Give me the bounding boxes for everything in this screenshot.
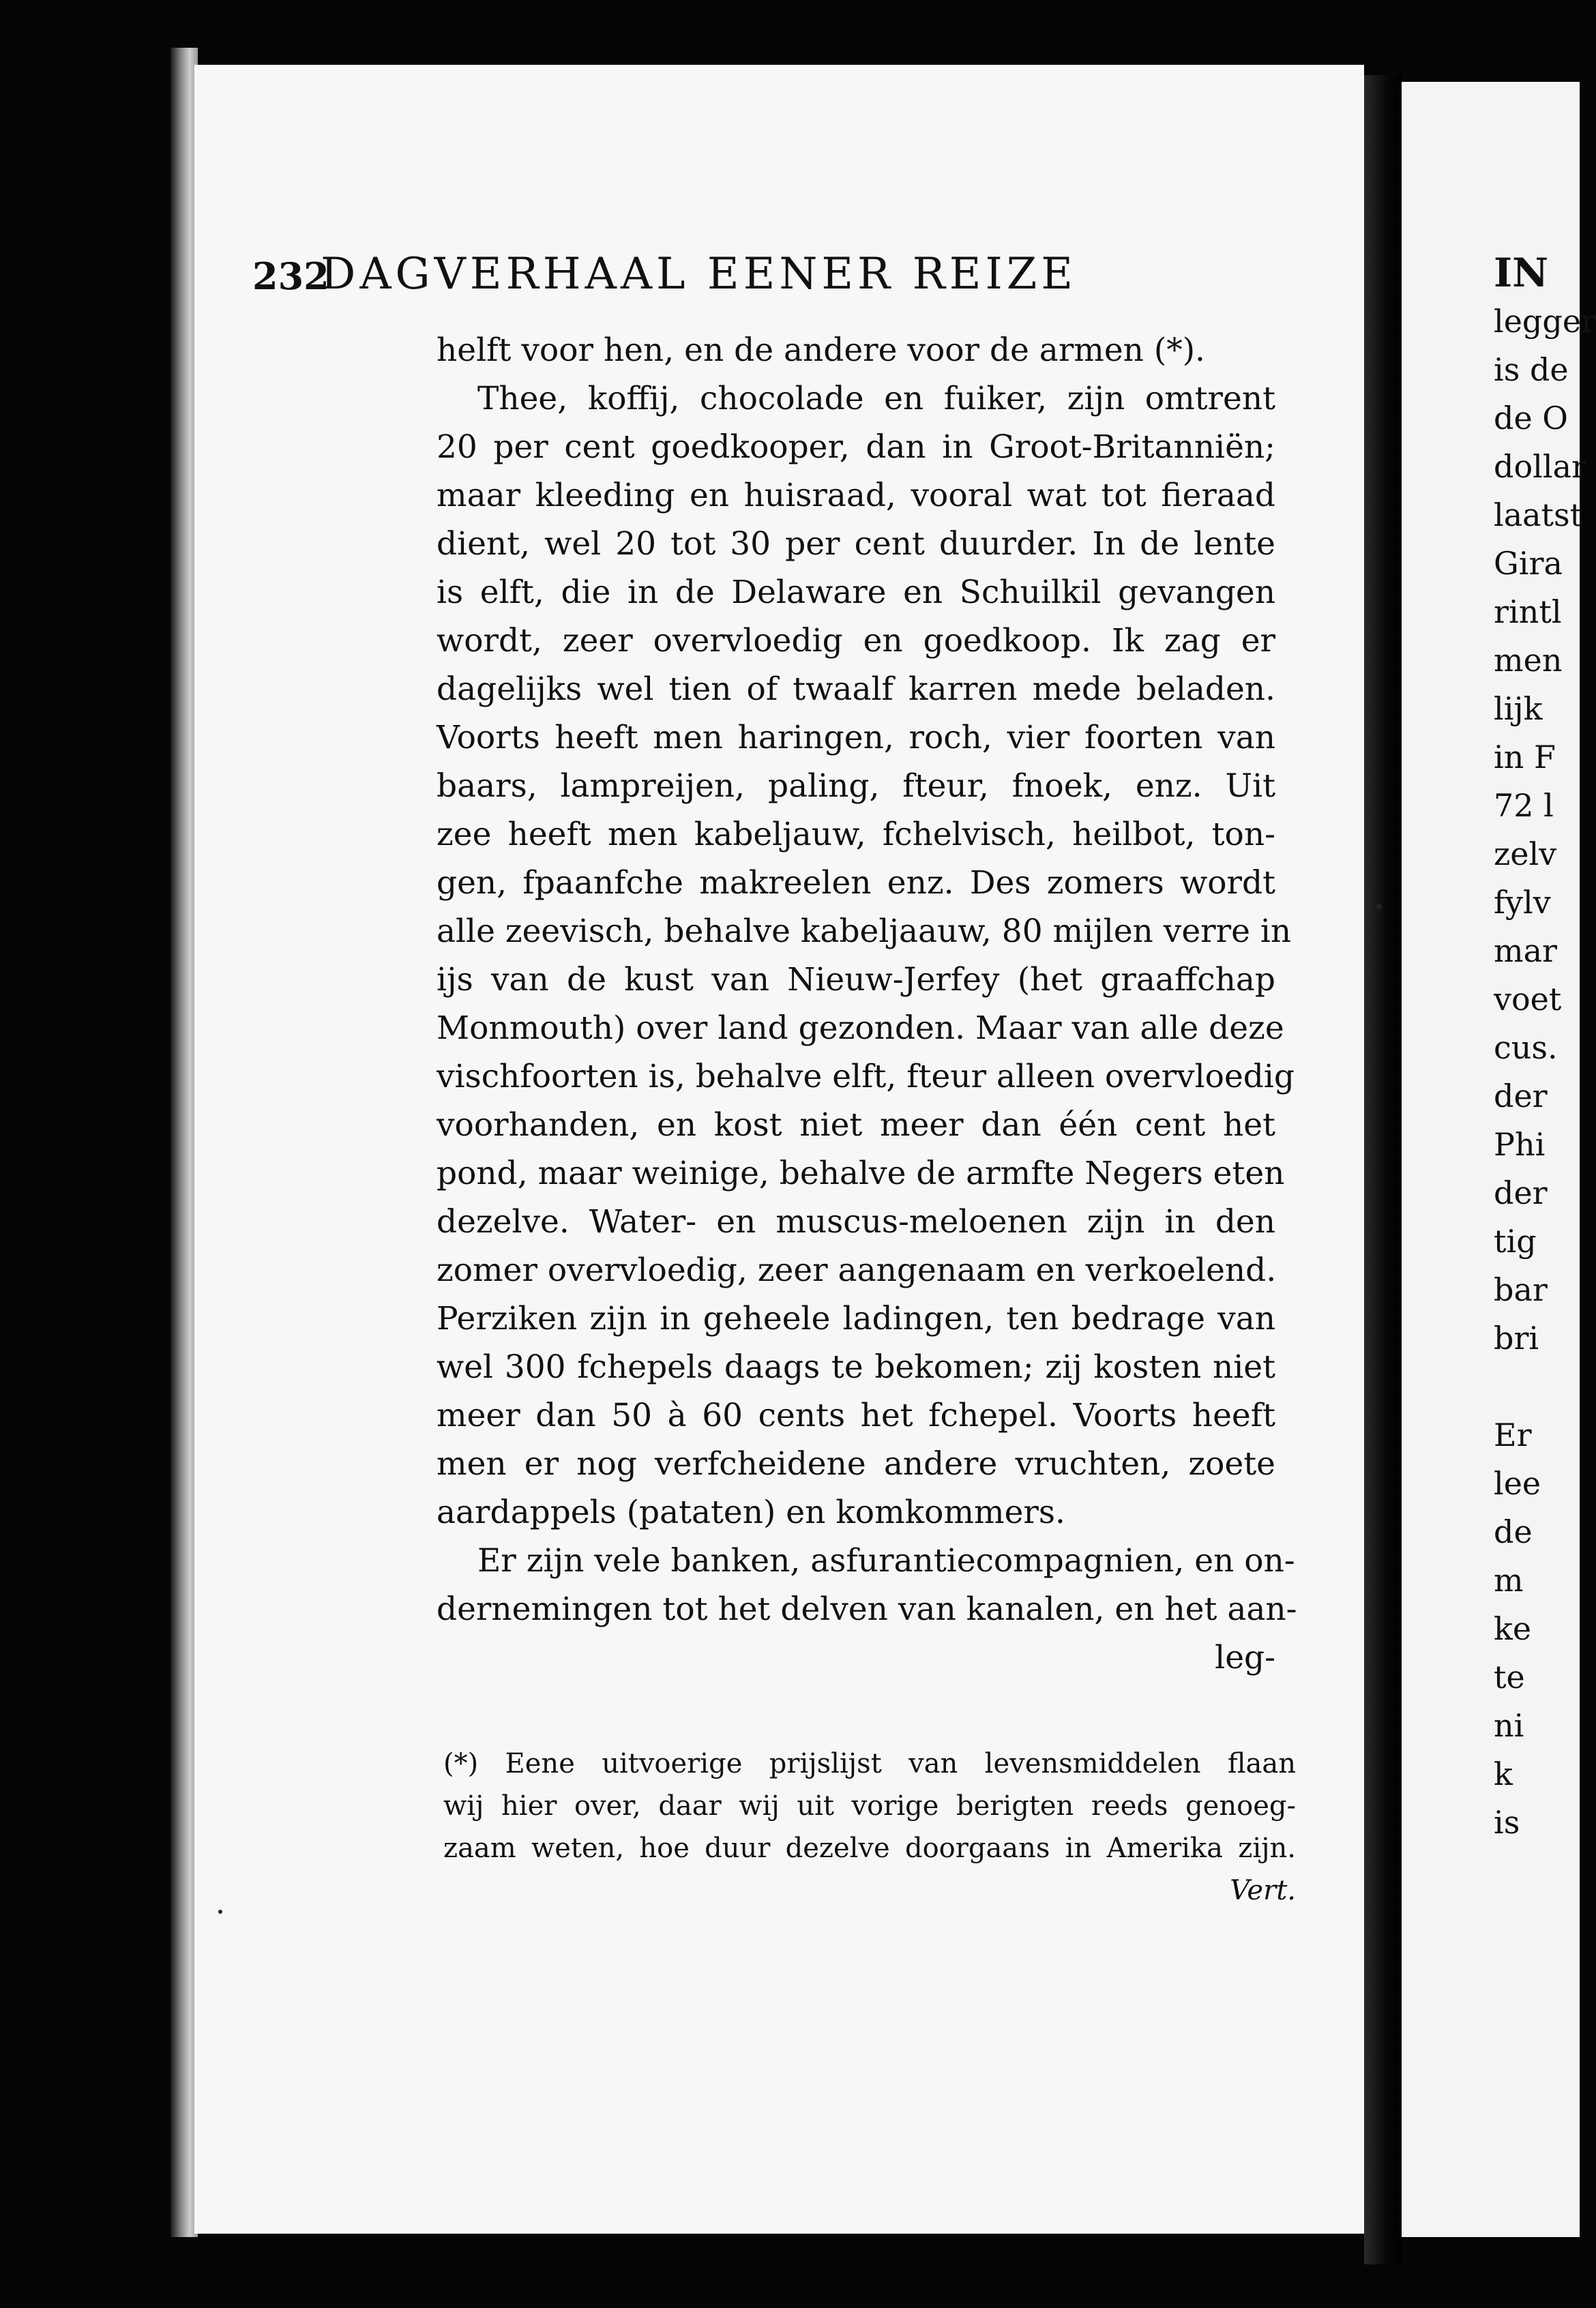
book-gutter <box>1364 75 1402 2264</box>
right-page-line: de <box>1494 1513 1533 1550</box>
right-page-line <box>1494 1363 1580 1411</box>
footnote-line: Vert. <box>1230 1875 1296 1906</box>
footnote <box>443 1743 1296 1912</box>
right-page-line: te <box>1494 1659 1525 1696</box>
left-page-edge <box>171 48 198 2237</box>
footnote-line: wij hier over, daar wij uit vorige berigten reeds genoeg- <box>443 1790 1296 1822</box>
body-line: maar kleeding en huisraad, vooral wat tot fieraad <box>437 477 1275 514</box>
body-line: dagelijks wel tien of twaalf karren mede beladen. <box>437 670 1275 708</box>
body-line: zee heeft men kabeljauw, fchelvisch, heilbot, ton- <box>437 816 1275 853</box>
running-head <box>252 249 1289 310</box>
right-page-line: m <box>1494 1562 1524 1599</box>
body-line: leg- <box>1215 1639 1275 1676</box>
right-page-line: lee <box>1494 1465 1541 1502</box>
body-line: 20 per cent goedkooper, dan in Groot-Britanniën; <box>437 428 1275 466</box>
right-page-line: cus. <box>1494 1029 1558 1066</box>
body-line: baars, lampreijen, paling, fteur, fnoek, enz. Uit <box>437 767 1275 805</box>
right-page-line: der <box>1494 1174 1548 1211</box>
body-line: pond, maar weinige, behalve de armfte Negers eten <box>437 1155 1285 1192</box>
right-page-line: Er <box>1494 1417 1532 1453</box>
right-page-line: Gira <box>1494 545 1563 582</box>
body-line: is elft, die in de Delaware en Schuilkil gevangen <box>437 574 1275 611</box>
right-page-line: bri <box>1494 1320 1539 1357</box>
right-page-line: k <box>1494 1756 1513 1792</box>
body-line: Perziken zijn in geheele ladingen, ten bedrage van <box>437 1300 1275 1337</box>
footnote-line: (*) Eene uitvoerige prijslijst van levensmiddelen flaan <box>443 1748 1296 1779</box>
body-line: dezelve. Water- en muscus-meloenen zijn in den <box>437 1203 1275 1241</box>
body-line: Thee, koffij, chocolade en fuiker, zijn omtrent <box>477 380 1275 417</box>
body-line: Voorts heeft men haringen, roch, vier foorten van <box>437 719 1275 756</box>
body-line: vischfoorten is, behalve elft, fteur alleen overvloedig <box>437 1058 1295 1095</box>
body-line: gen, fpaanfche makreelen enz. Des zomers wordt <box>437 864 1275 902</box>
page-speck <box>218 1910 222 1914</box>
body-line: voorhanden, en kost niet meer dan één cent het <box>437 1106 1275 1144</box>
body-line: wordt, zeer overvloedig en goedkoop. Ik zag er <box>437 622 1275 660</box>
body-line: meer dan 50 à 60 cents het fchepel. Voorts heeft <box>437 1397 1275 1434</box>
body-line: ijs van de kust van Nieuw-Jerfey (het graaffchap <box>437 961 1275 998</box>
right-page-line: ni <box>1494 1707 1524 1744</box>
right-page-line: bar <box>1494 1271 1548 1308</box>
right-page-text <box>1494 249 1596 1847</box>
right-running-head: IN <box>1494 250 1549 296</box>
right-page-line: rintl <box>1494 593 1562 630</box>
page-number: 232 <box>252 254 329 298</box>
right-page-line: mar <box>1494 932 1558 969</box>
right-page-line: ke <box>1494 1610 1532 1647</box>
right-page-line: laatst <box>1494 497 1583 533</box>
right-page-line: is de <box>1494 351 1569 388</box>
right-page-line: 72 l <box>1494 787 1554 824</box>
right-page-line: zelv <box>1494 835 1557 872</box>
right-page-line: lijk <box>1494 690 1543 727</box>
body-line: alle zeevisch, behalve kabeljaauw, 80 mijlen verre in <box>437 913 1292 950</box>
footnote-line: zaam weten, hoe duur dezelve doorgaans in Amerika zijn. <box>443 1833 1296 1864</box>
right-page-line: voet <box>1494 981 1562 1018</box>
body-line: aardappels (pataten) en komkommers. <box>437 1494 1065 1531</box>
page-speck <box>1376 904 1382 909</box>
right-page-line: men <box>1494 642 1563 679</box>
body-text <box>437 326 1297 1682</box>
right-page-line: fylv <box>1494 884 1551 921</box>
right-page-line: der <box>1494 1078 1548 1114</box>
body-line: Monmouth) over land gezonden. Maar van alle deze <box>437 1009 1284 1047</box>
right-page-line: de O <box>1494 400 1569 437</box>
body-line: dernemingen tot het delven van kanalen, en het aan- <box>437 1591 1297 1628</box>
body-line: wel 300 fchepels daags te bekomen; zij kosten niet <box>437 1348 1275 1386</box>
right-page-line: tig <box>1494 1223 1537 1260</box>
right-page-line: dollar <box>1494 448 1586 485</box>
body-line: men er nog verfcheidene andere vruchten, zoete <box>437 1445 1275 1483</box>
body-line: zomer overvloedig, zeer aangenaam en verkoelend. <box>437 1252 1277 1289</box>
right-page-line: is <box>1494 1804 1520 1841</box>
right-page-line: legger <box>1494 303 1596 340</box>
body-line: Er zijn vele banken, asfurantiecompagnien, en on- <box>477 1542 1295 1580</box>
running-head-title: DAGVERHAAL EENER REIZE <box>321 249 1077 299</box>
right-page-line: in F <box>1494 739 1556 775</box>
body-line: dient, wel 20 tot 30 per cent duurder. In de lente <box>437 525 1275 563</box>
body-line: helft voor hen, en de andere voor de armen (*). <box>437 331 1205 369</box>
right-page-line: Phi <box>1494 1126 1546 1163</box>
